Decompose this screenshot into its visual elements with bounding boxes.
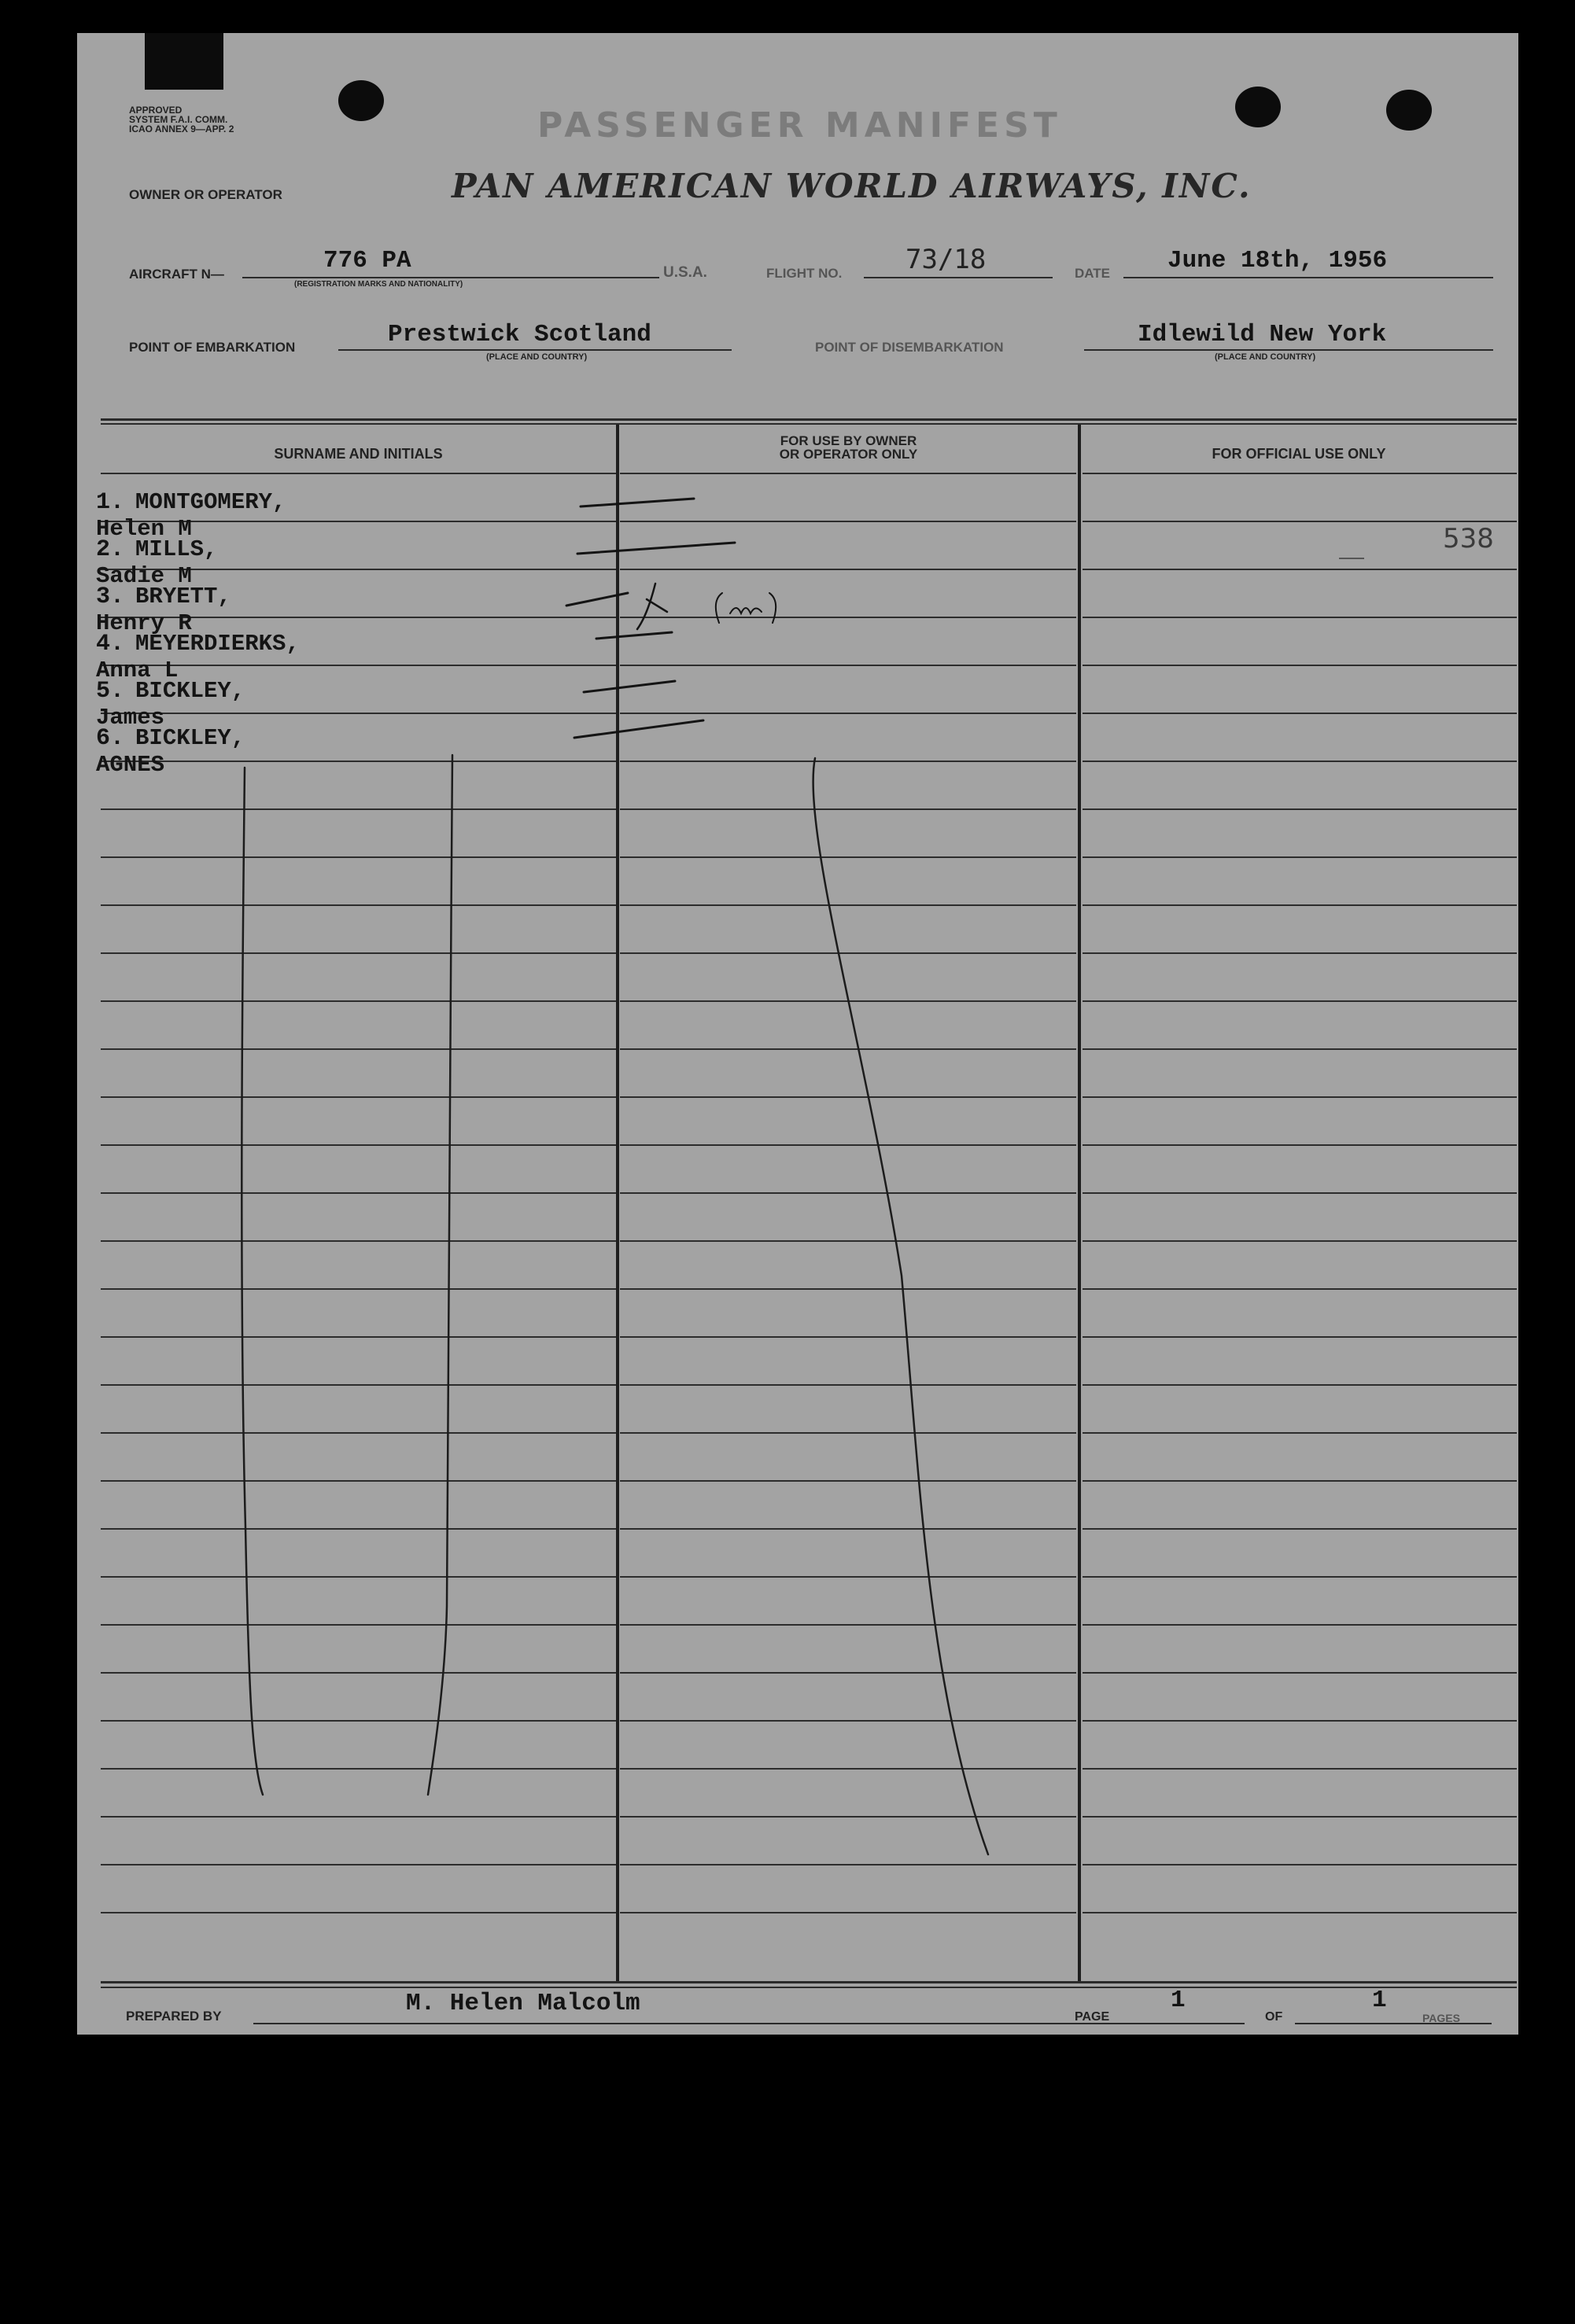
page-value: 1: [1171, 1987, 1186, 2014]
aircraft-note: (REGISTRATION MARKS AND NATIONALITY): [294, 280, 463, 289]
ditto-line: [242, 768, 263, 1795]
approval-line-2: SYSTEM F.A.I. COMM.: [129, 114, 228, 125]
passenger-name: MONTGOMERY, Helen M: [96, 489, 286, 542]
table-bottom-rule: [101, 1981, 1517, 1983]
tick-mark: [577, 543, 735, 554]
flight-value: 73/18: [906, 244, 987, 275]
of-label: OF: [1265, 2010, 1283, 2024]
owner-value: PAN AMERICAN WORLD AIRWAYS, INC.: [452, 167, 1252, 205]
column-header-official: FOR OFFICIAL USE ONLY: [1212, 446, 1386, 462]
prepared-value: M. Helen Malcolm: [406, 1990, 640, 2017]
flight-label: FLIGHT NO.: [766, 266, 843, 281]
tick-mark: [596, 632, 672, 639]
passenger-number: 3.: [96, 584, 125, 610]
ditto-line: [428, 755, 452, 1795]
approval-line-3: ICAO ANNEX 9—APP. 2: [129, 123, 234, 134]
aircraft-label: AIRCRAFT N—: [129, 267, 224, 282]
official-number: 538: [1443, 523, 1494, 554]
handwritten-scribble: [730, 608, 762, 613]
page-title: PASSENGER MANIFEST: [537, 105, 1062, 145]
column-header-surname: SURNAME AND INITIALS: [274, 446, 443, 462]
disembarkation-note: (PLACE AND COUNTRY): [1215, 352, 1316, 362]
table-bottom-rule-2: [101, 1987, 1517, 1988]
column-header-owner-line-2: OR OPERATOR ONLY: [779, 447, 918, 462]
passenger-name: MILLS, Sadie M: [96, 536, 218, 589]
approval-line-1: APPROVED: [129, 105, 183, 116]
passenger-name: BRYETT, Henry R: [96, 584, 231, 636]
prepared-label: PREPARED BY: [126, 2009, 222, 2024]
handwritten-marks: [77, 33, 1518, 2035]
tick-mark: [566, 593, 628, 606]
of-value: 1: [1372, 1987, 1387, 2014]
ditto-line: [813, 758, 988, 1854]
handwritten-paren: [716, 593, 722, 623]
date-label: DATE: [1075, 266, 1111, 281]
passenger-number: 6.: [96, 725, 125, 752]
embarkation-label: POINT OF EMBARKATION: [129, 340, 296, 355]
country-label: U.S.A.: [663, 264, 707, 281]
passenger-number: 2.: [96, 536, 125, 563]
handwritten-paren: [769, 593, 776, 623]
tick-mark: [584, 681, 675, 692]
embarkation-note: (PLACE AND COUNTRY): [486, 352, 588, 362]
disembarkation-value: Idlewild New York: [1138, 321, 1387, 348]
passenger-number: 1.: [96, 489, 125, 516]
page-label: PAGE: [1075, 2010, 1110, 2024]
pages-label: PAGES: [1422, 2012, 1460, 2024]
embarkation-value: Prestwick Scotland: [388, 321, 651, 348]
tick-mark: [574, 720, 703, 738]
handwritten-a: [637, 584, 667, 629]
passenger-name: BICKLEY, AGNES: [96, 725, 245, 778]
tick-mark: [581, 499, 694, 506]
disembarkation-label: POINT OF DISEMBARKATION: [815, 340, 1004, 355]
manifest-sheet: [77, 33, 1518, 2035]
passenger-name: MEYERDIERKS, Anna L: [96, 631, 300, 683]
column-header-owner-line-1: FOR USE BY OWNER: [780, 433, 917, 448]
passenger-name: BICKLEY, James: [96, 678, 245, 731]
passenger-number: 5.: [96, 678, 125, 705]
passenger-number: 4.: [96, 631, 125, 657]
aircraft-value: 776 PA: [323, 247, 411, 274]
owner-label: OWNER OR OPERATOR: [129, 187, 282, 202]
date-value: June 18th, 1956: [1167, 247, 1388, 274]
